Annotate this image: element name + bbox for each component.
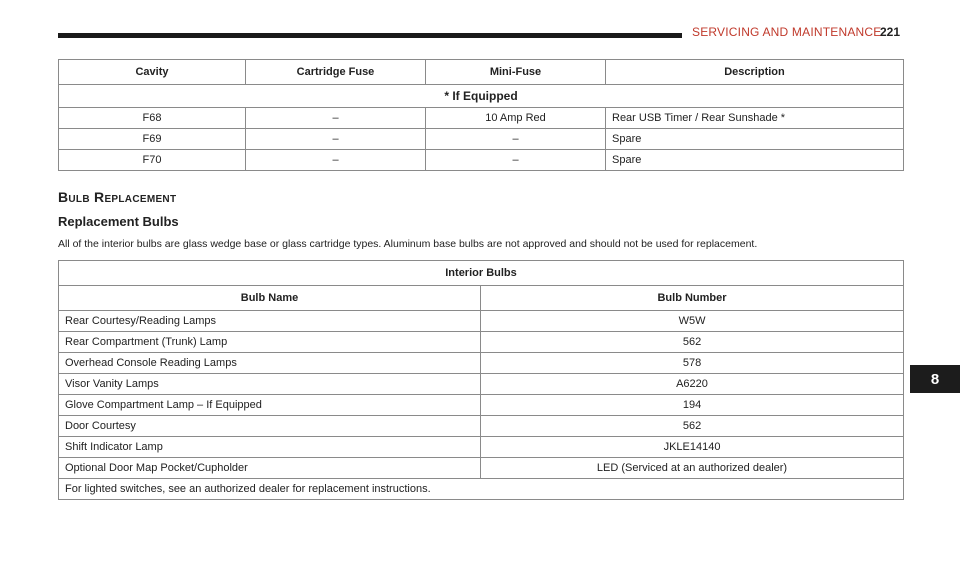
page-number: 221 bbox=[880, 25, 901, 39]
table-row bbox=[59, 129, 904, 150]
bulb-table-title-row bbox=[59, 261, 904, 286]
cartridge-fuse-cell: – bbox=[246, 108, 426, 129]
bulb-name-cell: Door Courtesy bbox=[59, 416, 481, 437]
table-row bbox=[59, 374, 904, 395]
bulb-table-title: Interior Bulbs bbox=[59, 261, 904, 286]
table-row bbox=[59, 150, 904, 171]
cavity-cell: F68 bbox=[59, 108, 246, 129]
bulb-number-cell: JKLE14140 bbox=[481, 437, 904, 458]
bulb-table-footer-row bbox=[59, 479, 904, 500]
fuse-table-header-row bbox=[59, 60, 904, 85]
table-row bbox=[59, 353, 904, 374]
bulb-name-cell: Shift Indicator Lamp bbox=[59, 437, 481, 458]
bulb-number-cell: 194 bbox=[481, 395, 904, 416]
if-equipped-note: * If Equipped bbox=[59, 85, 904, 108]
intro-paragraph: All of the interior bulbs are glass wedge base or glass cartridge types. Aluminum base bulbs are not approved and should not be used for replacement. bbox=[58, 238, 758, 250]
bulb-name-cell: Visor Vanity Lamps bbox=[59, 374, 481, 395]
bulb-number-cell: W5W bbox=[481, 311, 904, 332]
cartridge-fuse-cell: – bbox=[246, 129, 426, 150]
table-row bbox=[59, 311, 904, 332]
bulb-number-cell: 562 bbox=[481, 332, 904, 353]
bulb-name-cell: Rear Compartment (Trunk) Lamp bbox=[59, 332, 481, 353]
bulb-table-header-row bbox=[59, 286, 904, 311]
lighted-switches-note: For lighted switches, see an authorized dealer for replacement instructions. bbox=[59, 479, 904, 500]
col-header-cavity: Cavity bbox=[59, 60, 246, 85]
header-section-title: SERVICING AND MAINTENANCE bbox=[692, 25, 882, 39]
bulb-name-cell: Overhead Console Reading Lamps bbox=[59, 353, 481, 374]
mini-fuse-cell: 10 Amp Red bbox=[426, 108, 606, 129]
section-title: Bulb Replacement bbox=[58, 189, 177, 205]
table-row bbox=[59, 437, 904, 458]
bulb-name-cell: Rear Courtesy/Reading Lamps bbox=[59, 311, 481, 332]
bulb-number-cell: A6220 bbox=[481, 374, 904, 395]
interior-bulbs-table bbox=[58, 260, 904, 500]
description-cell: Rear USB Timer / Rear Sunshade * bbox=[606, 108, 904, 129]
header-rule bbox=[58, 33, 682, 38]
bulb-number-cell: 578 bbox=[481, 353, 904, 374]
fuse-table-note-row bbox=[59, 85, 904, 108]
bulb-name-cell: Optional Door Map Pocket/Cupholder bbox=[59, 458, 481, 479]
mini-fuse-cell: – bbox=[426, 150, 606, 171]
bulb-number-cell: 562 bbox=[481, 416, 904, 437]
description-cell: Spare bbox=[606, 129, 904, 150]
description-cell: Spare bbox=[606, 150, 904, 171]
col-header-mini-fuse: Mini-Fuse bbox=[426, 60, 606, 85]
table-row bbox=[59, 395, 904, 416]
table-row bbox=[59, 108, 904, 129]
cavity-cell: F69 bbox=[59, 129, 246, 150]
cartridge-fuse-cell: – bbox=[246, 150, 426, 171]
cavity-cell: F70 bbox=[59, 150, 246, 171]
bulb-name-cell: Glove Compartment Lamp – If Equipped bbox=[59, 395, 481, 416]
table-row bbox=[59, 458, 904, 479]
sub-title: Replacement Bulbs bbox=[58, 214, 179, 229]
chapter-tab: 8 bbox=[910, 365, 960, 393]
bulb-number-cell: LED (Serviced at an authorized dealer) bbox=[481, 458, 904, 479]
col-header-cartridge-fuse: Cartridge Fuse bbox=[246, 60, 426, 85]
col-header-bulb-name: Bulb Name bbox=[59, 286, 481, 311]
table-row bbox=[59, 332, 904, 353]
col-header-bulb-number: Bulb Number bbox=[481, 286, 904, 311]
col-header-description: Description bbox=[606, 60, 904, 85]
table-row bbox=[59, 416, 904, 437]
fuse-table bbox=[58, 59, 904, 171]
mini-fuse-cell: – bbox=[426, 129, 606, 150]
